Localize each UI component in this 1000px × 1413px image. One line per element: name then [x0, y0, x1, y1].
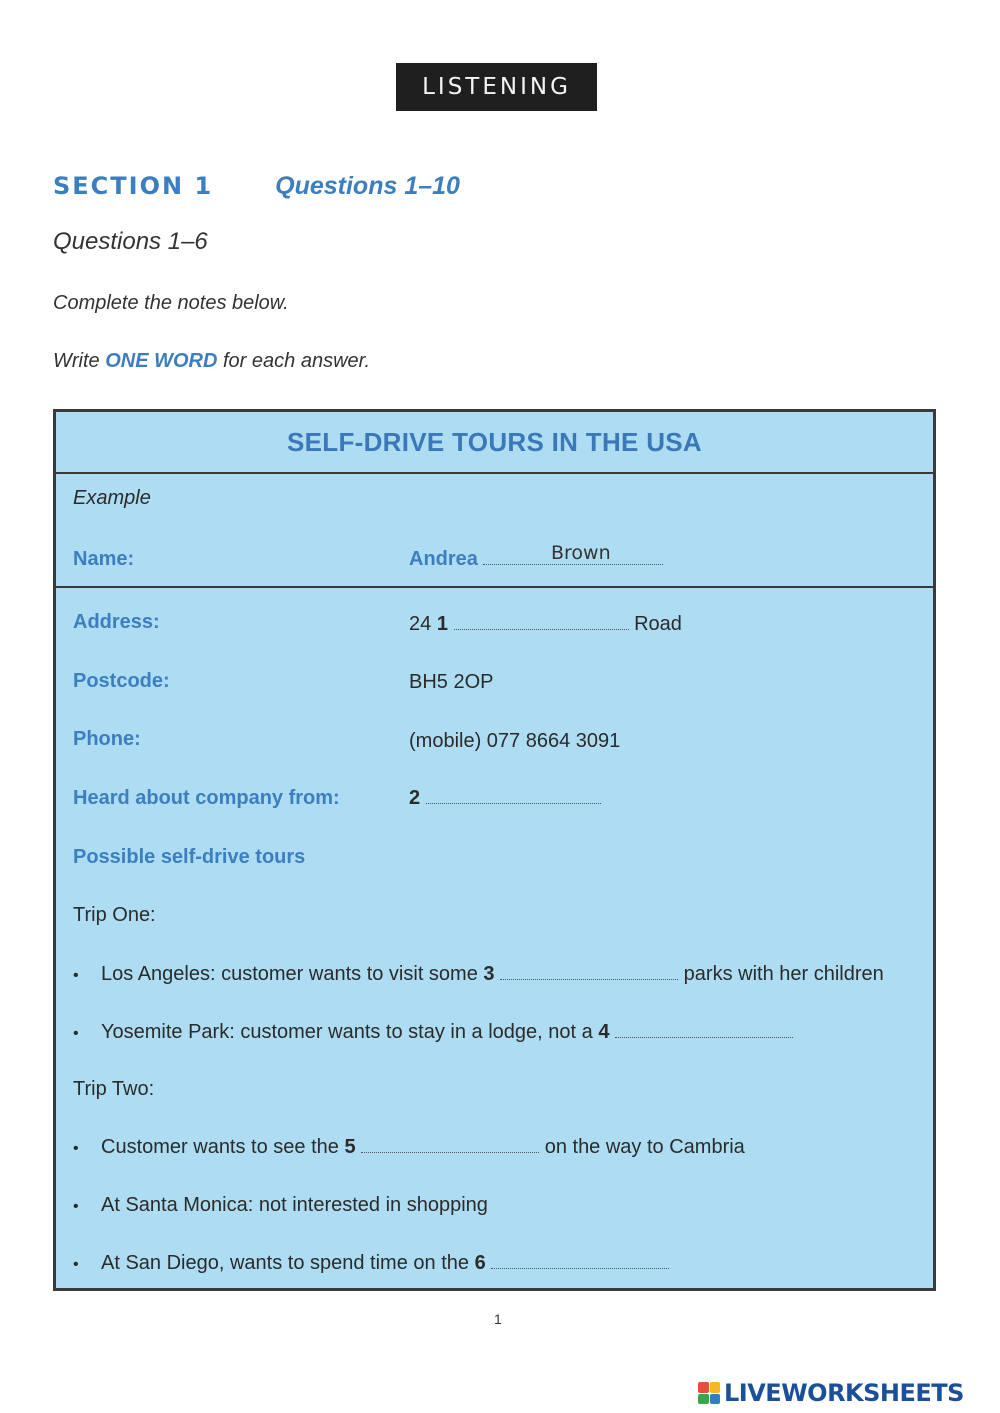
bullet-glyph: •: [73, 967, 79, 984]
trip-two-label: Trip Two:: [73, 1078, 155, 1100]
heard-value: [409, 787, 601, 810]
trip-two-b1-post: on the way to Cambria: [544, 1136, 745, 1158]
trip-two-bullet-3: [73, 1252, 669, 1275]
trip-two-bullet-2: [73, 1194, 488, 1217]
answer-blank-3[interactable]: [500, 966, 678, 980]
notes-table: [53, 409, 936, 1291]
answer-blank-6[interactable]: [491, 1255, 669, 1269]
bullet-glyph: •: [73, 1256, 79, 1273]
tours-label: Possible self-drive tours: [73, 846, 306, 868]
liveworksheets-logo-text: LIVEWORKSHEETS: [724, 1379, 964, 1407]
postcode-value: BH5 2OP: [409, 671, 494, 693]
phone-label: Phone:: [73, 728, 141, 750]
question-number-5: 5: [344, 1136, 356, 1158]
trip-one-b1-pre: Los Angeles: customer wants to visit some: [101, 963, 478, 985]
address-suffix: Road: [634, 613, 682, 635]
notes-title: SELF-DRIVE TOURS IN THE USA: [287, 426, 702, 457]
name-handwritten-answer: Brown: [551, 542, 611, 564]
answer-blank-5[interactable]: [361, 1139, 539, 1153]
address-label: Address:: [73, 611, 160, 633]
name-label: Name:: [73, 548, 135, 570]
liveworksheets-logo-icon: [698, 1382, 720, 1404]
trip-one-bullet-1: [73, 963, 884, 986]
answer-blank-4[interactable]: [615, 1024, 793, 1038]
section-question-range: Questions 1–10: [275, 171, 460, 200]
notes-title-row: [56, 412, 933, 474]
heard-label: Heard about company from:: [73, 787, 340, 809]
logo-square-1: [698, 1382, 709, 1393]
logo-square-4: [710, 1394, 721, 1405]
answer-blank-1[interactable]: [454, 616, 629, 630]
trip-two-b3-pre: At San Diego, wants to spend time on the: [101, 1252, 469, 1274]
trip-two-b2: At Santa Monica: not interested in shopping: [101, 1194, 488, 1216]
trip-two-b1-pre: Customer wants to see the: [101, 1136, 339, 1158]
section-heading: [53, 168, 460, 204]
question-number-3: 3: [483, 963, 495, 985]
instruction-word-limit: [53, 350, 370, 373]
trip-one-b2-pre: Yosemite Park: customer wants to stay in a lodge, not a: [101, 1021, 593, 1043]
answer-blank-2[interactable]: [426, 790, 601, 804]
bullet-glyph: •: [73, 1198, 79, 1215]
name-value: [409, 548, 663, 571]
section-label: SECTION 1: [53, 172, 214, 200]
instruction-post: for each answer.: [217, 350, 371, 372]
page-number: 1: [494, 1311, 502, 1327]
trip-two-bullet-1: [73, 1136, 745, 1159]
instruction-complete: Complete the notes below.: [53, 292, 289, 314]
instruction-pre: Write: [53, 350, 106, 372]
address-value: [409, 613, 682, 636]
question-number-6: 6: [474, 1252, 486, 1274]
address-prefix: 24: [409, 613, 432, 635]
example-label: Example: [73, 487, 151, 509]
trip-one-label: Trip One:: [73, 904, 156, 926]
listening-badge: LISTENING: [396, 63, 597, 111]
trip-one-b1-post: parks with her children: [683, 963, 884, 985]
liveworksheets-logo[interactable]: [698, 1378, 964, 1408]
logo-square-3: [698, 1394, 709, 1405]
phone-value: (mobile) 077 8664 3091: [409, 730, 621, 752]
bullet-glyph: •: [73, 1140, 79, 1157]
question-number-4: 4: [598, 1021, 610, 1043]
postcode-label: Postcode:: [73, 670, 170, 692]
bullet-glyph: •: [73, 1025, 79, 1042]
name-first: Andrea: [409, 548, 478, 570]
question-number-1: 1: [436, 613, 448, 635]
instruction-highlight: ONE WORD: [105, 350, 218, 372]
logo-square-2: [710, 1382, 721, 1393]
trip-one-bullet-2: [73, 1021, 793, 1044]
question-number-2: 2: [409, 787, 421, 809]
questions-subheading: Questions 1–6: [53, 228, 208, 255]
